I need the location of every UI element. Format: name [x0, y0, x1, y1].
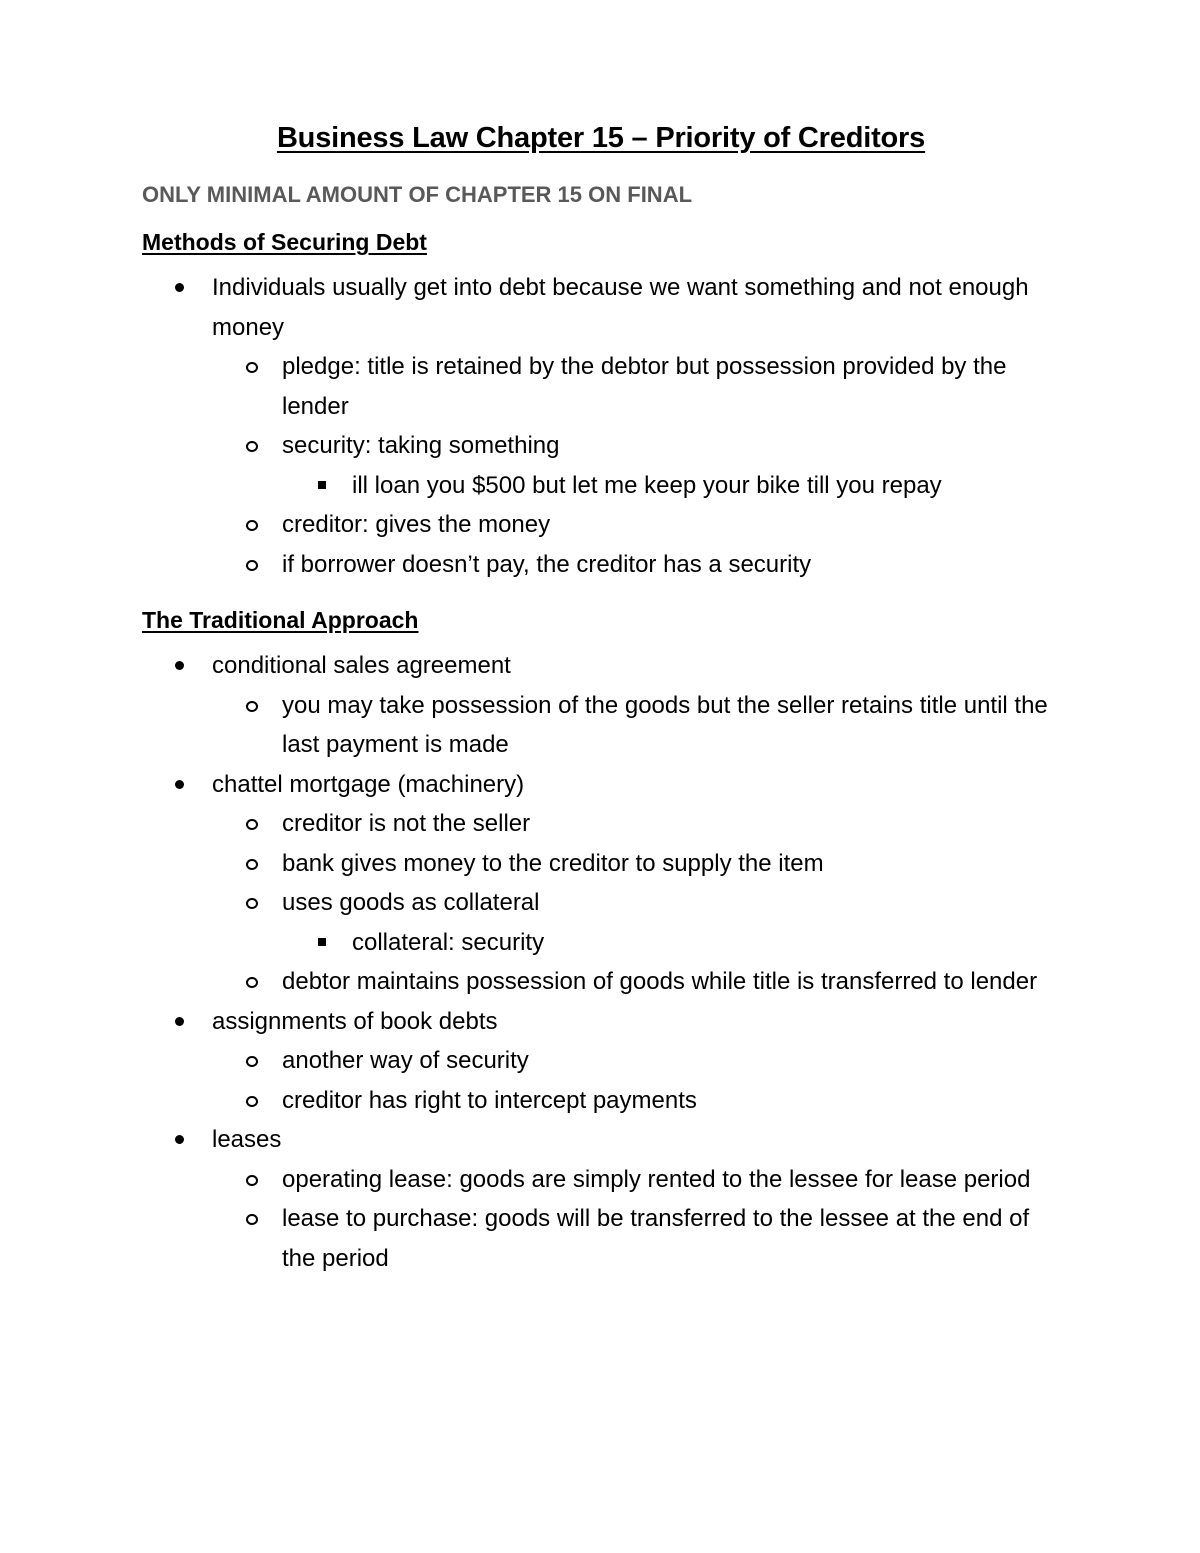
hollow-bullet-icon [246, 898, 258, 909]
hollow-bullet-icon [246, 1096, 258, 1107]
list-item: security: taking something ill loan you $500 but let me keep your bike till you repay [212, 426, 1060, 505]
hollow-bullet-icon [246, 977, 258, 988]
list-item: collateral: security [282, 923, 1060, 963]
square-bullet-icon [318, 481, 326, 489]
list-item: uses goods as collateral collateral: security [212, 883, 1060, 962]
filled-bullet-icon [175, 1017, 184, 1026]
hollow-bullet-icon [246, 560, 258, 571]
section-list-securing-debt [142, 268, 1060, 584]
list-item: creditor is not the seller [212, 804, 1060, 844]
list-item: operating lease: goods are simply rented to the lessee for lease period [212, 1160, 1060, 1200]
section-heading-traditional-approach: The Traditional Approach [142, 607, 419, 633]
list-item: bank gives money to the creditor to supply the item [212, 844, 1060, 884]
list-item: leases operating lease: goods are simply rented to the lessee for lease period lease to purchase: goods will be transferred to the lessee at the end of the period [142, 1120, 1060, 1278]
hollow-bullet-icon [246, 441, 258, 452]
list-item: ill loan you $500 but let me keep your bike till you repay [282, 466, 1060, 506]
square-bullet-icon [318, 938, 326, 946]
list-item: Individuals usually get into debt because we want something and not enough money pledge: title is retained by the debtor but possession provided by the lender security: taking something ill loan you $500 but let me keep your bike till you repay creditor: gives the money if borrower doesn’t pay, the creditor has a security [142, 268, 1060, 584]
filled-bullet-icon [175, 283, 184, 292]
hollow-bullet-icon [246, 362, 258, 373]
hollow-bullet-icon [246, 1214, 258, 1225]
hollow-bullet-icon [246, 701, 258, 712]
section-list-traditional-approach [142, 646, 1060, 1278]
list-item: creditor has right to intercept payments [212, 1081, 1060, 1121]
list-item: assignments of book debts another way of security creditor has right to intercept payments [142, 1002, 1060, 1121]
list-item: you may take possession of the goods but the seller retains title until the last payment is made [212, 686, 1060, 765]
list-item: pledge: title is retained by the debtor but possession provided by the lender [212, 347, 1060, 426]
document-title: Business Law Chapter 15 – Priority of Creditors [276, 122, 926, 154]
list-item: another way of security [212, 1041, 1060, 1081]
hollow-bullet-icon [246, 1175, 258, 1186]
hollow-bullet-icon [246, 1056, 258, 1067]
filled-bullet-icon [175, 661, 184, 670]
filled-bullet-icon [175, 780, 184, 789]
section-heading-securing-debt: Methods of Securing Debt [142, 229, 427, 255]
hollow-bullet-icon [246, 859, 258, 870]
filled-bullet-icon [175, 1135, 184, 1144]
list-item: debtor maintains possession of goods while title is transferred to lender [212, 962, 1060, 1002]
hollow-bullet-icon [246, 520, 258, 531]
exam-notice: ONLY MINIMAL AMOUNT OF CHAPTER 15 ON FINAL [142, 182, 693, 207]
hollow-bullet-icon [246, 819, 258, 830]
list-item: creditor: gives the money [212, 505, 1060, 545]
list-item: chattel mortgage (machinery) creditor is not the seller bank gives money to the creditor to supply the item uses goods as collateral collateral: security debtor maintains possession of goods while title is transferred to lender [142, 765, 1060, 1002]
list-item: conditional sales agreement you may take possession of the goods but the seller retains title until the last payment is made [142, 646, 1060, 765]
list-item: if borrower doesn’t pay, the creditor has a security [212, 545, 1060, 585]
list-item: lease to purchase: goods will be transferred to the lessee at the end of the period [212, 1199, 1060, 1278]
